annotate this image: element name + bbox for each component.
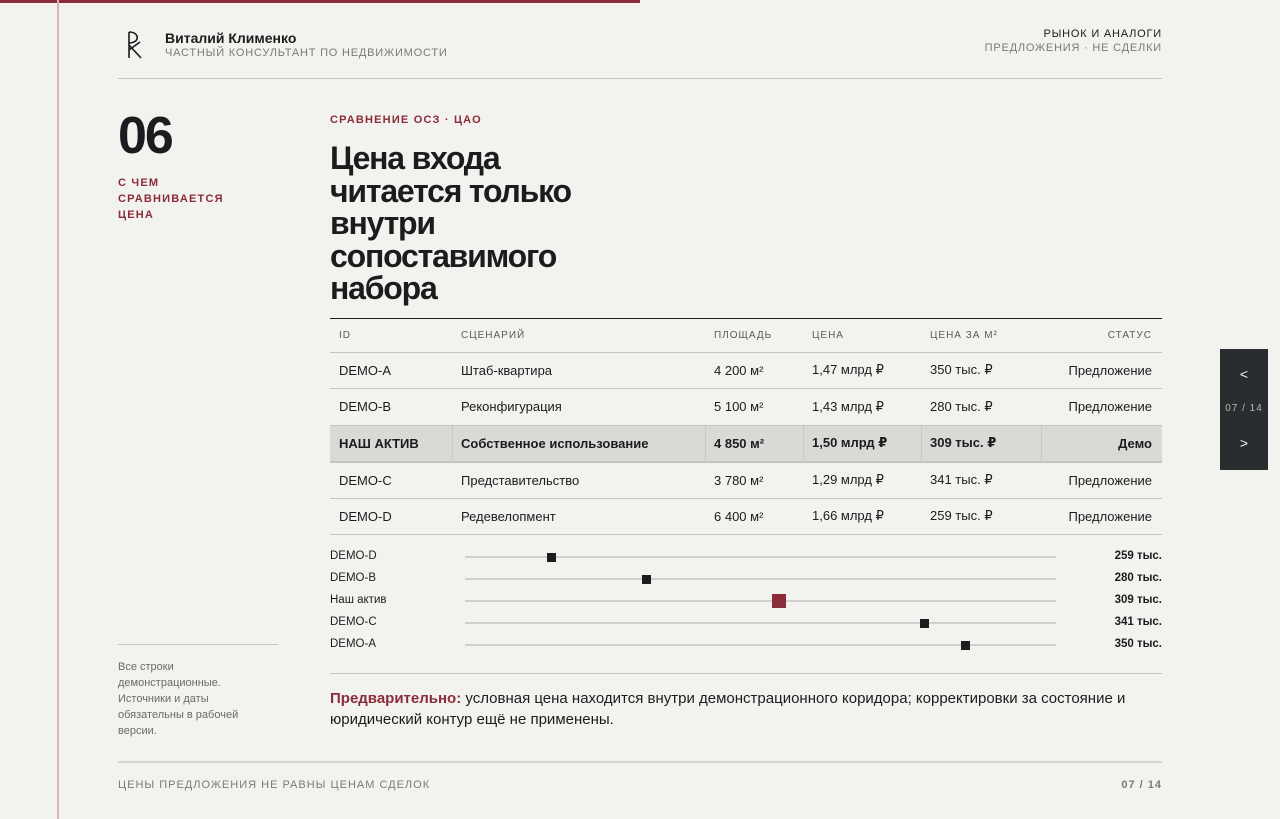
- cell-scenario: Редевелопмент: [452, 498, 705, 535]
- cell-status: Демо: [1041, 425, 1162, 462]
- cell-id: НАШ АКТИВ: [330, 425, 452, 462]
- cell-scenario: Штаб-квартира: [452, 352, 705, 389]
- slide-number: 06: [118, 107, 172, 165]
- range-marker: [547, 553, 556, 562]
- range-value: 341 тыс.: [1114, 616, 1162, 628]
- next-slide-button[interactable]: >: [1239, 435, 1249, 451]
- cell-id: DEMO-D: [330, 498, 452, 535]
- cell-area: 6 400 м²: [705, 498, 803, 535]
- cell-price: 1,66 млрд ₽: [803, 498, 921, 535]
- brand-name: Виталий Клименко: [165, 30, 297, 46]
- range-marker: [961, 641, 970, 650]
- vk-monogram-logo-icon: [124, 28, 146, 62]
- deck-progress-bar: [0, 0, 640, 3]
- side-label: С ЧЕМ СРАВНИВАЕТСЯ ЦЕНА: [118, 177, 224, 221]
- column-header-status: СТАТУС: [1041, 319, 1162, 352]
- page-header: [118, 28, 1162, 79]
- range-marker: [642, 575, 651, 584]
- cell-price-per-m2: 309 тыс. ₽: [921, 425, 1041, 462]
- slide-kicker: СРАВНЕНИЕ ОСЗ · ЦАО: [330, 114, 482, 126]
- cell-price: 1,29 млрд ₽: [803, 462, 921, 499]
- cell-status: Предложение: [1041, 352, 1162, 389]
- cell-price-per-m2: 341 тыс. ₽: [921, 462, 1041, 499]
- cell-area: 4 200 м²: [705, 352, 803, 389]
- cell-area: 3 780 м²: [705, 462, 803, 499]
- range-marker: [920, 619, 929, 628]
- range-track: [465, 622, 1056, 624]
- slide-navigator: [1220, 349, 1268, 470]
- note-lead: Предварительно:: [330, 690, 462, 707]
- range-value: 350 тыс.: [1114, 638, 1162, 650]
- cell-status: Предложение: [1041, 498, 1162, 535]
- table-row: [330, 462, 1162, 499]
- range-row: [330, 612, 1162, 634]
- footer-page-count: 07 / 14: [1121, 779, 1162, 791]
- cell-price-per-m2: 350 тыс. ₽: [921, 352, 1041, 389]
- section-subtitle: ПРЕДЛОЖЕНИЯ · НЕ СДЕЛКИ: [984, 42, 1162, 54]
- table-row: [330, 389, 1162, 426]
- cell-price: 1,47 млрд ₽: [803, 352, 921, 389]
- range-value: 259 тыс.: [1114, 550, 1162, 562]
- cell-price: 1,50 млрд ₽: [803, 425, 921, 462]
- range-label: DEMO-A: [330, 638, 376, 650]
- range-marker-our-asset: [772, 594, 786, 608]
- range-row: [330, 546, 1162, 568]
- cell-status: Предложение: [1041, 462, 1162, 499]
- nav-slide-counter: 07 / 14: [1225, 403, 1263, 414]
- range-value: 309 тыс.: [1114, 594, 1162, 606]
- cell-status: Предложение: [1041, 389, 1162, 426]
- note-text: условная цена находится внутри демонстрационного коридора; корректировки за состояние и юридический контур ещё не применены.: [330, 690, 1126, 728]
- table-row: [330, 498, 1162, 535]
- side-note: Все строки демонстрационные. Источники и даты обязательны в рабочей версии.: [118, 661, 239, 737]
- cell-id: DEMO-B: [330, 389, 452, 426]
- cell-area: 5 100 м²: [705, 389, 803, 426]
- range-row: [330, 568, 1162, 590]
- cell-scenario: Реконфигурация: [452, 389, 705, 426]
- range-value: 280 тыс.: [1114, 572, 1162, 584]
- table-row-our-asset: [330, 425, 1162, 462]
- column-header-scenario: СЦЕНАРИЙ: [452, 319, 705, 352]
- column-header-id: ID: [330, 319, 452, 352]
- cell-price: 1,43 млрд ₽: [803, 389, 921, 426]
- range-label: DEMO-D: [330, 550, 377, 562]
- column-header-price: ЦЕНА: [803, 319, 921, 352]
- cell-id: DEMO-A: [330, 352, 452, 389]
- conclusion-note: [330, 688, 1130, 730]
- cell-price-per-m2: 259 тыс. ₽: [921, 498, 1041, 535]
- price-range-strip: [330, 546, 1162, 656]
- left-margin-rule: [57, 0, 59, 819]
- comparison-table: [330, 318, 1162, 535]
- cell-area: 4 850 м²: [705, 425, 803, 462]
- range-row: [330, 590, 1162, 612]
- range-row: [330, 634, 1162, 656]
- brand-subtitle: ЧАСТНЫЙ КОНСУЛЬТАНТ ПО НЕДВИЖИМОСТИ: [165, 47, 448, 59]
- page-footer: [118, 761, 1162, 791]
- range-track: [465, 578, 1056, 580]
- table-header-row: [330, 319, 1162, 352]
- cell-id: DEMO-C: [330, 462, 452, 499]
- side-divider: [118, 644, 278, 645]
- range-label: DEMO-C: [330, 616, 377, 628]
- range-track: [465, 600, 1056, 602]
- column-header-area: ПЛОЩАДЬ: [705, 319, 803, 352]
- range-label: DEMO-B: [330, 572, 376, 584]
- note-divider: [330, 673, 1162, 674]
- slide-title: Цена входа читается только внутри сопоставимого набора: [330, 140, 571, 306]
- column-header-price-per-m2: ЦЕНА ЗА М²: [921, 319, 1041, 352]
- section-heading: [985, 28, 1162, 54]
- footer-disclaimer: ЦЕНЫ ПРЕДЛОЖЕНИЯ НЕ РАВНЫ ЦЕНАМ СДЕЛОК: [118, 779, 431, 791]
- table-row: [330, 352, 1162, 389]
- prev-slide-button[interactable]: <: [1239, 366, 1249, 382]
- cell-price-per-m2: 280 тыс. ₽: [921, 389, 1041, 426]
- cell-scenario: Представительство: [452, 462, 705, 499]
- range-label: Наш актив: [330, 594, 387, 606]
- section-title: РЫНОК И АНАЛОГИ: [1043, 28, 1162, 40]
- cell-scenario: Собственное использование: [452, 425, 705, 462]
